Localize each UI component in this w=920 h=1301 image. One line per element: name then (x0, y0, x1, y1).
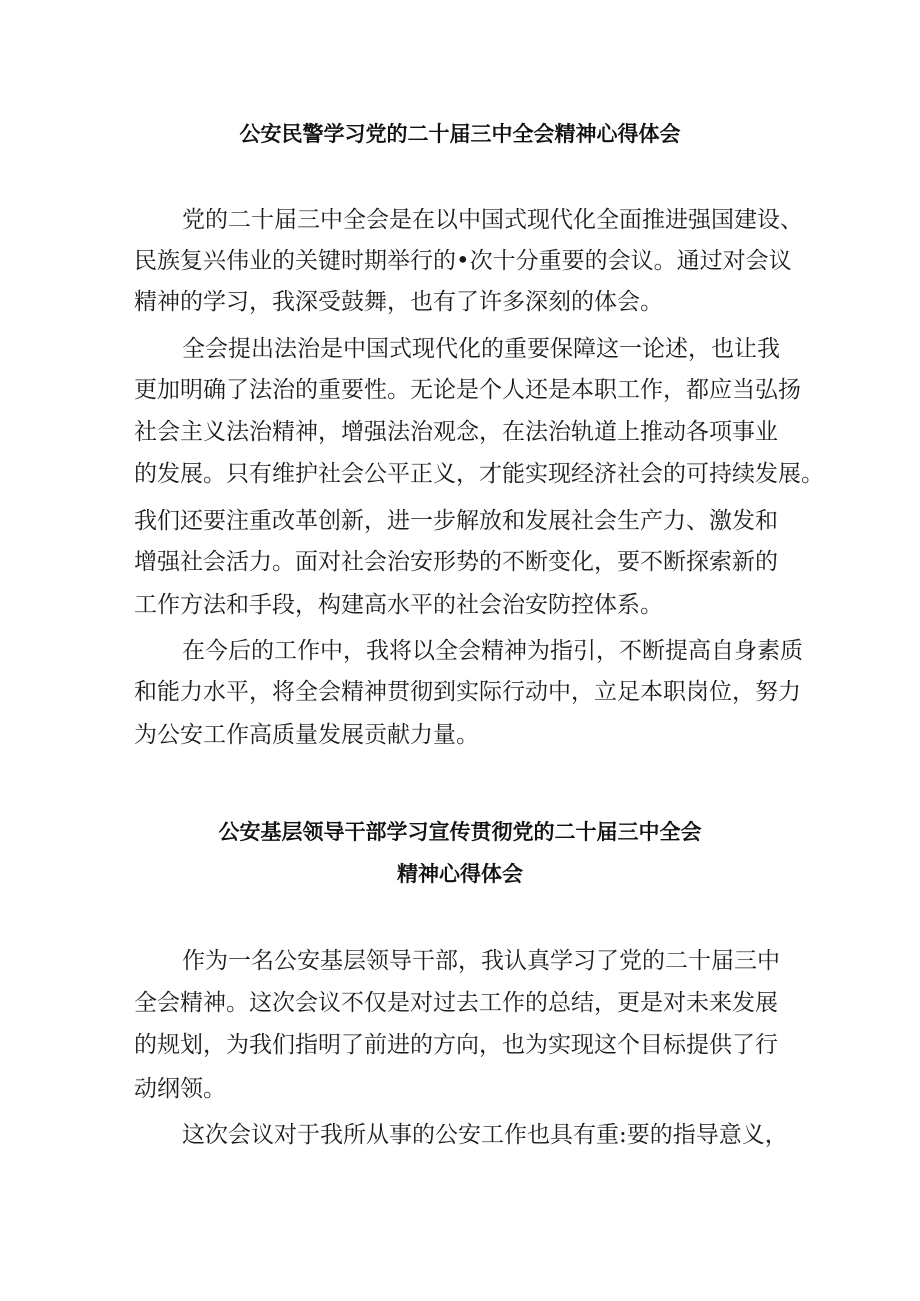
article-1-line: 增强社会活力。面对社会治安形势的不断变化，要不断探索新的 (134, 549, 778, 575)
article-1-line: 和能力水平，将全会精神贯彻到实际行动中，立足本职岗位，努力 (134, 679, 801, 705)
article-1-line: 工作方法和手段，构建高水平的社会治安防控体系。 (134, 592, 663, 618)
article-1-line: 社会主义法治精神，增强法治观念，在法治轨道上推动各项事业 (134, 419, 778, 445)
article-1-line: 民族复兴伟业的关键时期举行的•次十分重要的会议。通过对会议 (134, 248, 792, 274)
article-1-line: 党的二十届三中全会是在以中国式现代化全面推进强国建设、 (182, 207, 803, 233)
article-1-line: 的发展。只有维护社会公平正义，才能实现经济社会的可持续发展。 (134, 461, 824, 487)
article-1-line: 全会提出法治是中国式现代化的重要保障这一论述，也让我 (182, 336, 780, 362)
article-2-line: 这次会议对于我所从事的公安工作也具有重:要的指导意义， (182, 1122, 788, 1148)
article-2-line: 作为一名公安基层领导干部，我认真学习了党的二十届三中 (182, 948, 780, 974)
article-2-title-line-2: 精神心得体会 (397, 862, 523, 886)
article-2-line: 的规划，为我们指明了前进的方向，也为实现这个目标提供了行 (134, 1032, 778, 1058)
article-2-line: 动纲领。 (134, 1076, 226, 1102)
article-1-line: 为公安工作高质量发展贡献力量。 (134, 722, 479, 748)
article-1-line: 精神的学习，我深受鼓舞，也有了许多深刻的体会。 (134, 289, 663, 315)
article-1-line: 在今后的工作中，我将以全会精神为指引，不断提高自身素质 (182, 638, 803, 664)
article-2-line: 全会精神。这次会议不仅是对过去工作的总结，更是对未来发展 (134, 990, 778, 1016)
article-1-line: 更加明确了法治的重要性。无论是个人还是本职工作，都应当弘扬 (134, 377, 801, 403)
article-1-line: 我们还要注重改革创新，进一步解放和发展社会生产力、激发和 (134, 508, 778, 534)
article-2-title-line-1: 公安基层领导干部学习宣传贯彻党的二十届三中全会 (218, 820, 702, 844)
article-1-title: 公安民警学习党的二十届三中全会精神心得体会 (239, 122, 681, 146)
